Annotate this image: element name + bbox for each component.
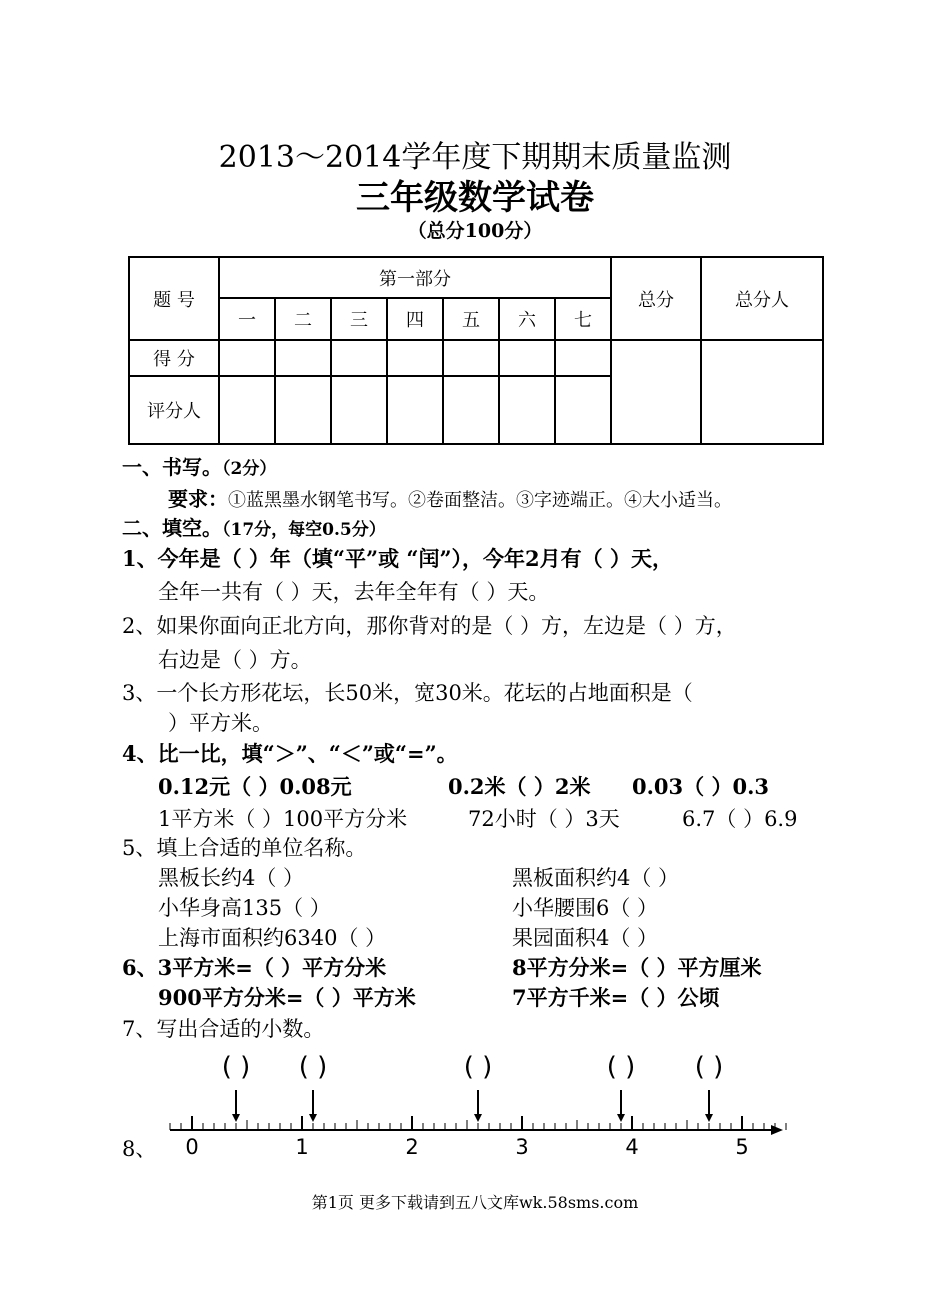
question-2-line-1: 2、如果你面向正北方向，那你背对的是（ ）方，左边是（ ）方， [122,614,737,638]
col-3: 三 [331,298,387,340]
tick-label: 1 [295,1135,309,1159]
grader-row-label: 评分人 [129,376,219,444]
answer-blank: ( ) [221,1052,251,1082]
score-cell[interactable] [275,340,331,376]
number-line [150,1045,800,1165]
pointer-arrowhead-icon [617,1114,625,1122]
unit-blank-4: 小华腰围6（ ） [512,896,659,920]
pointer-arrowhead-icon [232,1114,240,1122]
score-row-label: 得 分 [129,340,219,376]
question-1-line-1: 1、今年是（ ）年（填“平”或 “闰”），今年2月有（ ）天， [122,546,673,571]
col-6: 六 [499,298,555,340]
question-3-line-1: 3、一个长方形花坛，长50米，宽30米。花坛的占地面积是（ [122,681,693,705]
grader-cell[interactable] [499,376,555,444]
score-cell[interactable] [331,340,387,376]
section-2-heading: 二、填空。（17分，每空0.5分） [122,516,386,540]
score-cell[interactable] [499,340,555,376]
unit-blank-3: 小华身高135（ ） [158,896,331,920]
exam-term-title: 2013～2014学年度下期期末质量监测 [218,140,732,175]
answer-blank: ( ) [606,1052,636,1082]
total-person-header: 总分人 [701,257,823,340]
tick-label: 3 [515,1135,529,1159]
question-7: 7、写出合适的小数。 [122,1017,325,1041]
grader-cell[interactable] [275,376,331,444]
col-1: 一 [219,298,275,340]
convert-2: 8平方分米=（ ）平方厘米 [512,955,762,980]
compare-3: 0.03（ ）0.3 [632,774,769,799]
pointer-arrowhead-icon [705,1114,713,1122]
question-5: 5、填上合适的单位名称。 [122,836,367,860]
question-3-line-2: ）平方米。 [168,711,273,735]
score-cell[interactable] [387,340,443,376]
score-cell[interactable] [219,340,275,376]
grader-cell[interactable] [219,376,275,444]
unit-blank-5: 上海市面积约6340（ ） [158,926,387,950]
answer-blank: ( ) [298,1052,328,1082]
total-header: 总分 [611,257,701,340]
col-5: 五 [443,298,499,340]
convert-1: 6、3平方米=（ ）平方分米 [122,955,387,980]
col-4: 四 [387,298,443,340]
part-one-header: 第一部分 [219,257,611,298]
tick-label: 0 [185,1135,199,1159]
compare-6: 6.7（ ）6.9 [682,807,798,831]
tick-label: 2 [405,1135,419,1159]
answer-blank: ( ) [694,1052,724,1082]
section-1-heading: 一、书写。（2分） [122,455,277,479]
compare-1: 0.12元（ ）0.08元 [158,774,352,799]
question-8: 8、 [122,1137,157,1161]
total-person-cell[interactable] [701,340,823,444]
exam-title: 三年级数学试卷 [356,178,594,218]
grader-cell[interactable] [555,376,611,444]
grader-cell[interactable] [443,376,499,444]
question-1-line-2: 全年一共有（ ）天，去年全年有（ ）天。 [158,580,550,604]
total-score-cell[interactable] [611,340,701,444]
tick-label: 5 [735,1135,749,1159]
number-line-arrowhead-icon [771,1125,783,1135]
unit-blank-2: 黑板面积约4（ ） [512,866,680,890]
unit-blank-1: 黑板长约4（ ） [158,866,305,890]
score-cell[interactable] [555,340,611,376]
total-score-note: （总分100分） [407,220,543,242]
question-4: 4、比一比，填“＞”、“＜”或“=”。 [122,741,458,766]
answer-blank: ( ) [463,1052,493,1082]
score-cell[interactable] [443,340,499,376]
score-table [128,256,824,445]
col-2: 二 [275,298,331,340]
pointer-arrowhead-icon [309,1114,317,1122]
compare-4: 1平方米（ ）100平方分米 [158,807,408,831]
writing-requirements: 要求：①蓝黑墨水钢笔书写。②卷面整洁。③字迹端正。④大小适当。 [168,487,732,511]
convert-3: 900平方分米=（ ）平方米 [158,985,416,1010]
tick-label: 4 [625,1135,639,1159]
convert-4: 7平方千米=（ ）公顷 [512,985,720,1010]
compare-2: 0.2米（ ）2米 [448,774,591,799]
col-7: 七 [555,298,611,340]
unit-blank-6: 果园面积4（ ） [512,926,659,950]
page-footer: 第1页 更多下载请到五八文库wk.58sms.com [311,1193,639,1212]
question-number-header: 题 号 [129,257,219,340]
compare-5: 72小时（ ）3天 [468,807,620,831]
pointer-arrowhead-icon [474,1114,482,1122]
grader-cell[interactable] [331,376,387,444]
question-2-line-2: 右边是（ ）方。 [158,648,312,672]
grader-cell[interactable] [387,376,443,444]
